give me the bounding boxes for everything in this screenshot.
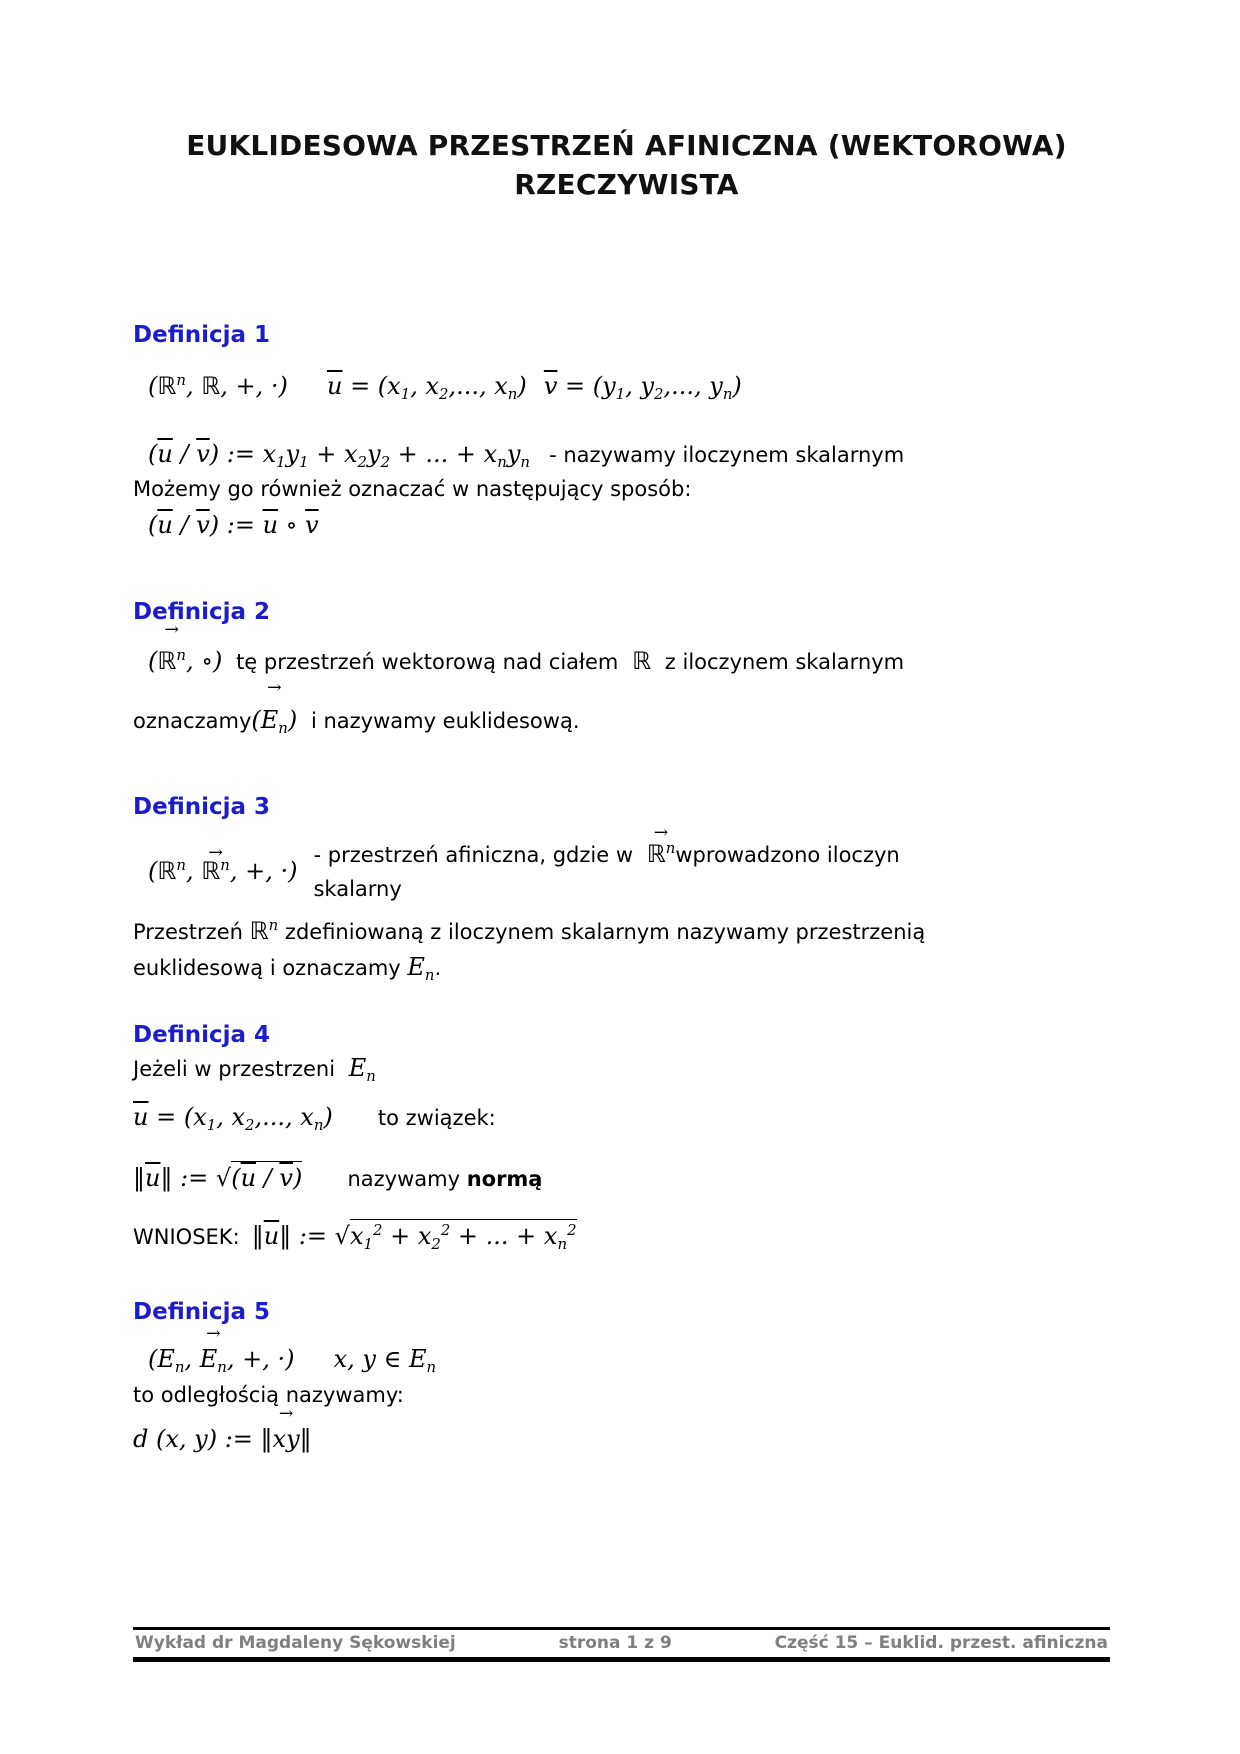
definition-2-text1: tę przestrzeń wektorową nad ciałem [236,650,619,675]
norm-caption [347,1167,542,1191]
formula-vector-u: $\overline{u} = (x1$, x2,..., xn) [133,1102,333,1134]
definition-4-heading: Definicja 4 [133,1022,271,1049]
definition-3-text1: - przestrzeń afiniczna, gdzie w [313,842,634,867]
formula-vector-v: $\overline{v} = (y1$, y2,..., yn) [543,371,742,403]
definition-1-heading: Definicja 1 [133,322,271,349]
footer-author: Wykład dr Magdaleny Sękowskiej [135,1633,456,1653]
definition-3-text2: wprowadzono iloczyn [675,842,900,867]
definition-1-formula-spaces [133,364,1120,410]
definition-3-heading: Definicja 3 [133,793,271,820]
definition-3-section [133,794,1120,986]
definition-4-wniosek-row [133,1214,1120,1260]
definition-3-para-l1b: zdefiniowaną z iloczynem skalarnym nazywamy przestrzenią [284,920,926,945]
definition-4-intro [133,1054,1120,1085]
definition-4-f1-caption: to związek: [377,1105,496,1130]
formula-rn-space: (ℝ$^n$, ℝ, +, ·) [148,371,288,400]
definition-3-para-l2a: euklidesową i oznaczamy [133,956,401,981]
symbol-Rn: ℝ$^n$ [249,916,279,946]
definition-2-section [133,599,1120,750]
formula-distance: d (x, y) := ‖ → xy‖ [133,1403,312,1453]
footer-part-title: Część 15 – Euklid. przest. afiniczna [774,1633,1108,1653]
definition-1-section [133,322,1120,548]
definition-5-text: to odległością nazywamy: [133,1382,404,1407]
symbol-En: En [407,953,435,985]
definition-3-para-l2b: . [434,956,442,981]
definition-3-main-row [133,822,1120,906]
page-title [133,0,1120,204]
dot-product-caption: - nazywamy iloczynem skalarnym [549,442,905,467]
definition-3-description [313,822,900,906]
norm-caption-bold: normą [466,1167,543,1192]
definition-5-section [133,1299,1120,1462]
definition-2-body [133,619,1120,750]
definition-4-section [133,1022,1120,1259]
symbol-En: En [348,1053,376,1085]
wniosek-label: WNIOSEK: [133,1224,240,1249]
symbol-R: ℝ [632,647,652,676]
page-title-line1: EUKLIDESOWA PRZESTRZEŃ AFINICZNA (WEKTOROWA) [186,129,1067,162]
formula-norm-expanded: $‖\overline{u}‖$ := $√x1^2 + x2^2$ + ... + $xn^2$ [252,1222,577,1250]
definition-3-paragraph [133,913,1120,986]
definition-2-text3: oznaczamy [133,709,252,734]
definition-5-heading: Definicja 5 [133,1299,271,1326]
definition-5-space-row [133,1324,1120,1383]
definition-3-text3: skalarny [313,876,402,901]
formula-alt-notation: $(\overline{u} / \overline{v})$ := $\overline{u}$ ∘ $\overline{v}$ [148,511,319,540]
page-footer [133,1627,1110,1662]
definition-1-formula-dot-product [133,432,1120,478]
definition-2-text4: i nazywamy euklidesową. [310,709,580,734]
page-title-line2: RZECZYWISTA [514,168,739,202]
formula-affine-space: (ℝ$^n$, → ℝ$^n$, +, ·) [148,843,298,885]
formula-xy-in-En: x, y ∈ En [333,1345,437,1376]
formula-dot-product: $(\overline{u} / \overline{v})$ := x1y1 + x2y2 + ... + xnyn [148,439,530,471]
formula-rn-circ: ( → ℝ$^n$, ∘) [148,619,223,676]
formula-norm: $‖\overline{u}‖$ := $√(\overline{u} / \overline{v})$ [133,1161,302,1192]
definition-5-distance-row [133,1403,1120,1463]
definition-4-norm-row [133,1156,1120,1202]
footer-page-number: strona 1 z 9 [558,1633,672,1653]
formula-vector-u: $\overline{u} = (x1$, x2,..., xn) [326,371,527,403]
definition-1-note: Możemy go również oznaczać w następujący sposób: [133,477,692,502]
norm-caption-normal: nazywamy [347,1167,460,1192]
definition-2-line2 [133,678,1120,750]
definition-1-formula-alt-notation [133,503,1120,549]
formula-En: ( → En) [251,678,298,737]
symbol-Rn-vector: → ℝ$^n$ [646,822,676,868]
definition-3-para-l1a: Przestrzeń [133,920,243,945]
definition-2-text2: z iloczynem skalarnym [664,650,905,675]
definition-2-heading: Definicja 2 [133,598,271,625]
formula-euclid-affine-space: (En, → En, +, ·) [148,1324,295,1376]
definition-4-vector-row [133,1095,1120,1141]
definition-4-text1: Jeżeli w przestrzeni [133,1056,336,1081]
